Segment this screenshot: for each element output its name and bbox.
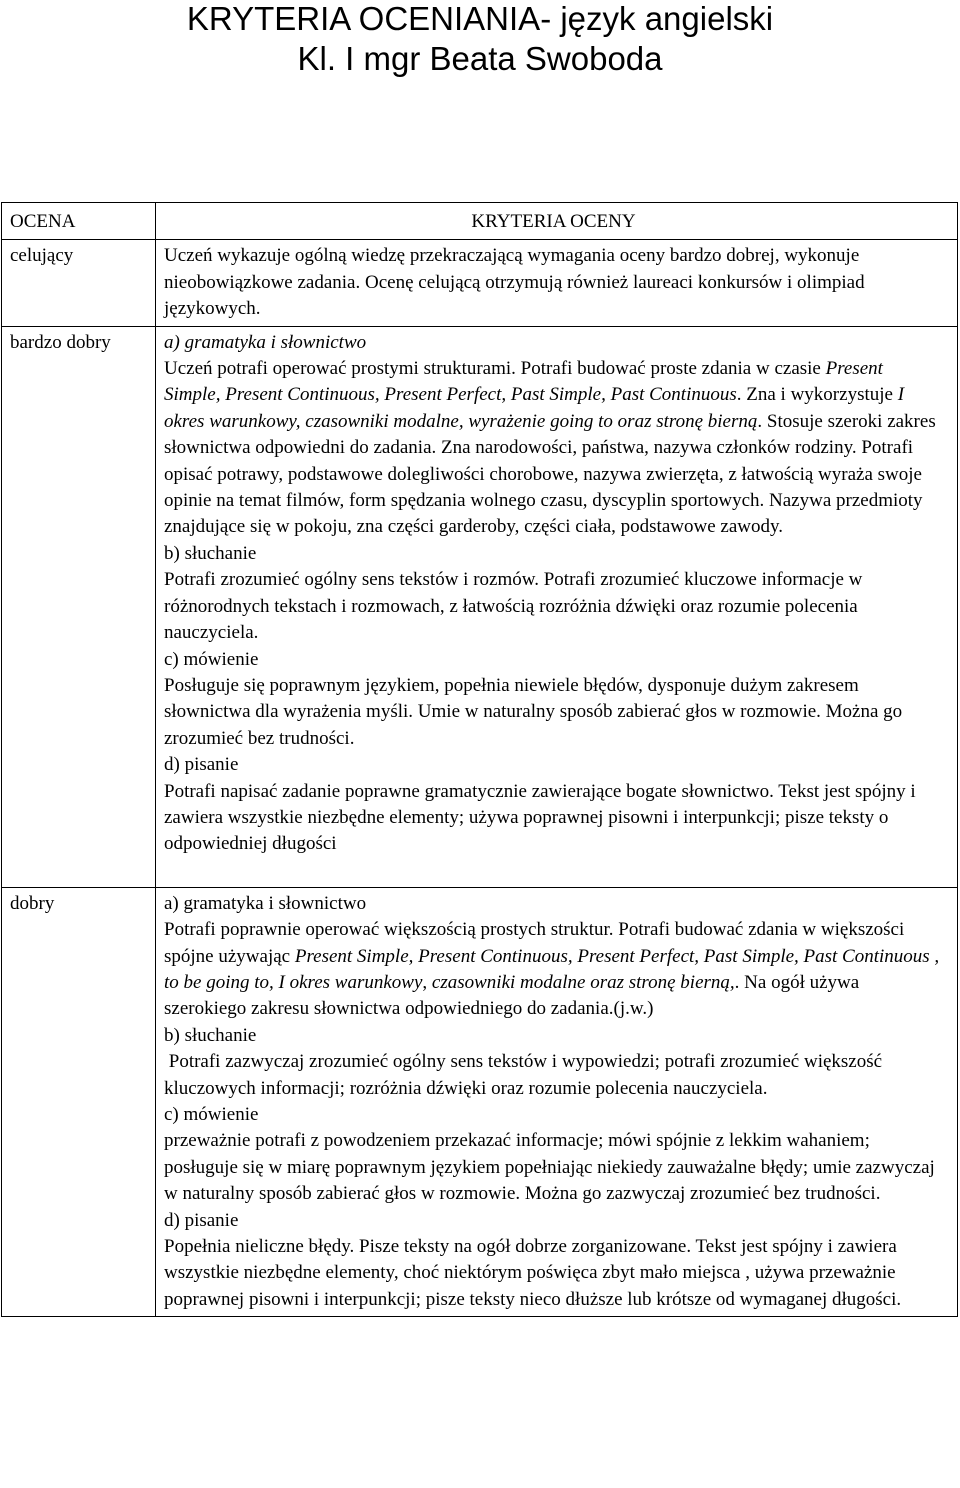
page-subtitle: Kl. I mgr Beata Swoboda: [297, 40, 663, 77]
section-heading-listening: b) słuchanie: [164, 542, 257, 564]
grade-cell: celujący: [2, 240, 156, 326]
table-row-celujacy: [2, 240, 958, 326]
section-heading-writing: d) pisanie: [164, 1209, 239, 1231]
section-heading-writing: d) pisanie: [164, 754, 239, 776]
grade-cell: bardzo dobry: [2, 326, 156, 887]
criteria-cell: [156, 326, 958, 887]
table-header-row: [2, 203, 958, 240]
grade-cell: dobry: [2, 887, 156, 1317]
table-row-dobry: [2, 887, 958, 1317]
section-text-speaking: przeważnie potrafi z powodzeniem przekazać informacje; mówi spójnie z lekkim wahaniem; posługuje się w miarę poprawnym językiem popełniając niekiedy zauważalne błędy; umie zazwyczaj w naturalny sposób zabierać głos w rozmowie. Można go zazwyczaj zrozumieć bez trudności.: [164, 1130, 935, 1205]
section-heading-speaking: c) mówienie: [164, 648, 259, 670]
section-heading-grammar: a) gramatyka i słownictwo: [164, 331, 367, 353]
criteria-cell: [156, 887, 958, 1317]
section-text-listening: Potrafi zazwyczaj zrozumieć ogólny sens tekstów i wypowiedzi; potrafi zrozumieć większość kluczowych informacji; rozróżnia dźwięki oraz rozumie polecenia nauczyciela.: [164, 1051, 887, 1099]
section-heading-speaking: c) mówienie: [164, 1104, 259, 1125]
criteria-text: Uczeń wykazuje ogólną wiedzę przekraczającą wymagania oceny bardzo dobrej, wykonuje nieobowiązkowe zadania. Ocenę celującą otrzymują również laureaci konkursów i olimpiad językowych.: [164, 245, 865, 320]
section-text-grammar: Uczeń potrafi operować prostymi strukturami. Potrafi budować proste zdania w czasie Present Simple, Present Continuous, Present Perfect, Past Simple, Past Continuous. Zna i wykorzystuje I okres warunkowy, czasowniki modalne, wyrażenie going to oraz stronę bierną. Stosuje szeroki zakres słownictwa odpowiedni do zadania. Zna narodowości, państwa, nazywa członków rodziny. Potrafi opisać potrawy, podstawowe dolegliwości chorobowe, nazywa zwierzęta, z łatwością wyraża swoje opinie na temat filmów, form spędzania wolnego czasu, dyscyplin sportowych. Nazywa przedmioty znajdujące się w pokoju, zna części garderoby, części ciała, podstawowe zawody.: [164, 358, 936, 538]
column-header-criteria: KRYTERIA OCENY: [156, 203, 958, 240]
page-title: KRYTERIA OCENIANIA- język angielski: [186, 0, 774, 37]
section-text-listening: Potrafi zrozumieć ogólny sens tekstów i rozmów. Potrafi zrozumieć kluczowe informacje w różnorodnych tekstach i rozmowach, z łatwością rozróżnia dźwięki oraz rozumie polecenia nauczyciela.: [164, 569, 863, 644]
criteria-table: [1, 202, 958, 1317]
table-row-bardzo-dobry: [2, 326, 958, 887]
section-heading-listening: b) słuchanie: [164, 1024, 257, 1046]
criteria-cell: [156, 240, 958, 326]
section-text-writing: Potrafi napisać zadanie poprawne gramatycznie zawierające bogate słownictwo. Tekst jest spójny i zawiera wszystkie niezbędne elementy; używa poprawnej pisowni i interpunkcji; pisze teksty o odpowiedniej długości: [164, 780, 916, 855]
section-text-grammar: Potrafi poprawnie operować większością prostych struktur. Potrafi budować zdania w większości spójne używając Present Simple, Present Continuous, Present Perfect, Past Simple, Past Continuous , to be going to, I okres warunkowy, czasowniki modalne oraz stronę bierną,. Na ogół używa szerokiego zakresu słownictwa odpowiedniego do zadania.(j.w.): [164, 919, 940, 1020]
section-text-writing: Popełnia nieliczne błędy. Pisze teksty na ogół dobrze zorganizowane. Tekst jest spójny i zawiera wszystkie niezbędne elementy, choć niektórym poświęca zbyt mało miejsca , używa przeważnie poprawnej pisowni i interpunkcji; pisze teksty nieco dłuższe lub krótsze od wymaganej długości.: [164, 1236, 902, 1310]
section-heading-grammar: a) gramatyka i słownictwo: [164, 892, 367, 914]
column-header-grade: OCENA: [2, 203, 156, 240]
section-text-speaking: Posługuje się poprawnym językiem, popełnia niewiele błędów, dysponuje dużym zakresem słownictwa dla wyrażenia myśli. Umie w naturalny sposób zabierać głos w rozmowie. Można go zrozumieć bez trudności.: [164, 674, 903, 749]
